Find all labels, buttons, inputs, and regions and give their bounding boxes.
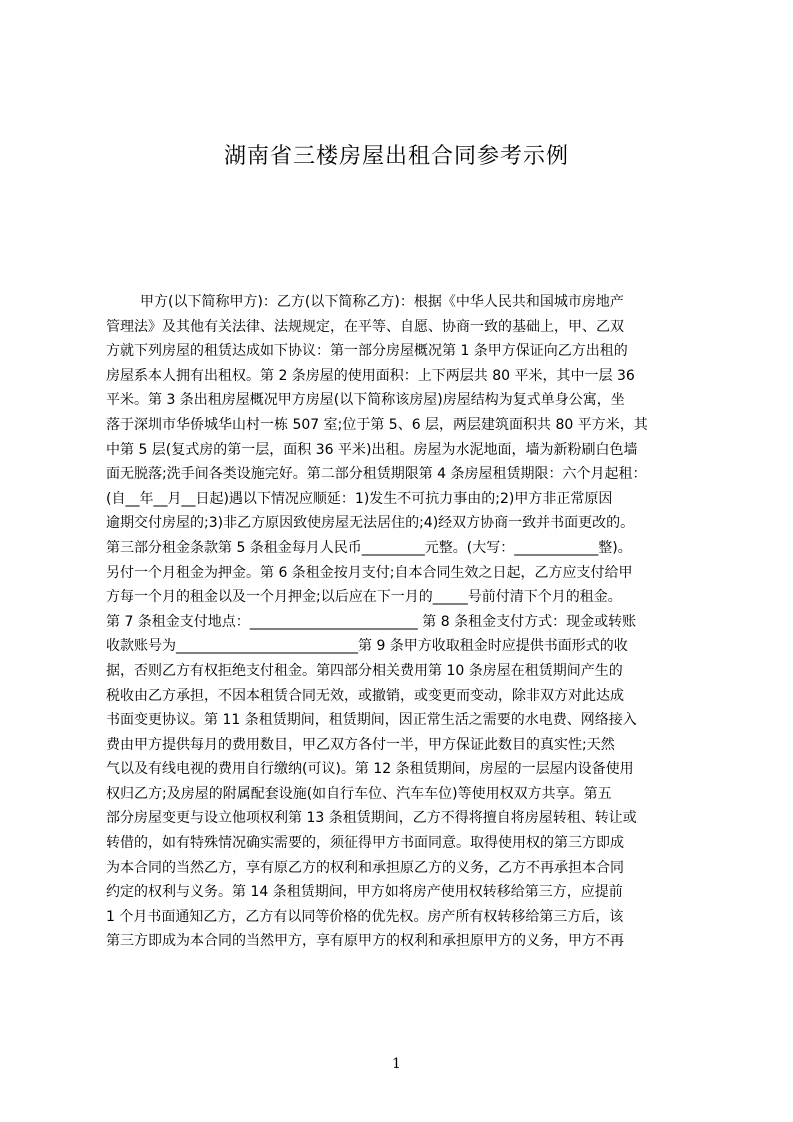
body-line: (自__年__月__日起)遇以下情况应顺延：1)发生不可抗力事由的;2)甲方非正常原因: [106, 490, 613, 507]
body-line: 房屋系本人拥有出租权。第 2 条房屋的使用面积：上下两层共 80 平米，其中一层 36: [106, 367, 635, 384]
document-title: 湖南省三楼房屋出租合同参考示例: [223, 144, 569, 169]
body-line: 管理法》及其他有关法律、法规规定，在平等、自愿、协商一致的基础上，甲、乙双: [106, 318, 624, 335]
body-line: 1 个月书面通知乙方，乙方有以同等价格的优先权。房产所有权转移给第三方后，该: [106, 908, 624, 925]
body-line: 第 7 条租金支付地点：________________________ 第 8 条租金支付方式：现金或转账: [106, 613, 637, 630]
body-line: 为本合同的当然乙方，享有原乙方的权利和承担原乙方的义务，乙方不再承担本合同: [106, 859, 624, 876]
body-line: 书面变更协议。第 11 条租赁期间，租赁期间，因正常生活之需要的水电费、网络接入: [106, 712, 637, 729]
body-line: 第三方即成为本合同的当然甲方，享有原甲方的权利和承担原甲方的义务，甲方不再: [106, 933, 624, 950]
document-body: [106, 290, 698, 954]
body-line: 收款账号为__________________________第 9 条甲方收取租金时应提供书面形式的收: [106, 638, 628, 655]
body-line: 甲方(以下简称甲方)：乙方(以下简称乙方)：根据《中华人民共和国城市房地产: [140, 294, 624, 310]
body-line: 第三部分租金条款第 5 条租金每月人民币_________元整。(大写：____________整)。: [106, 539, 632, 556]
body-line: 权归乙方;及房屋的附属配套设施(如自行车位、汽车车位)等使用权双方共享。第五: [106, 785, 612, 802]
body-line: 气以及有线电视的费用自行缴纳(可议)。第 12 条租赁期间，房屋的一层屋内设备使用: [106, 761, 634, 778]
body-line: 另付一个月租金为押金。第 6 条租金按月支付;自本合同生效之日起，乙方应支付给甲: [106, 564, 633, 581]
body-line: 费由甲方提供每月的费用数目，甲乙双方各付一半，甲方保证此数目的真实性;天然: [106, 736, 615, 753]
body-line: 方每一个月的租金以及一个月押金;以后应在下一月的_____号前付清下个月的租金。: [106, 589, 622, 606]
body-line: 方就下列房屋的租赁达成如下协议：第一部分房屋概况第 1 条甲方保证向乙方出租的: [106, 343, 628, 360]
page-number: 1: [392, 1056, 401, 1072]
body-line: 部分房屋变更与设立他项权利第 13 条租赁期间，乙方不得将擅自将房屋转租、转让或: [106, 810, 637, 827]
body-line: 税收由乙方承担，不因本租赁合同无效，或撤销，或变更而变动，除非双方对此达成: [106, 687, 624, 704]
body-line: 逾期交付房屋的;3)非乙方原因致使房屋无法居住的;4)经双方协商一致并书面更改的。: [106, 515, 635, 532]
body-line: 中第 5 层(复式房的第一层，面积 36 平米)出租。房屋为水泥地面，墙为新粉刷白色墙: [106, 441, 638, 458]
body-line: 转借的，如有特殊情况确实需要的，须征得甲方书面同意。取得使用权的第三方即成: [106, 835, 624, 852]
body-line: 面无脱落;洗手间各类设施完好。第二部分租赁期限第 4 条房屋租赁期限：六个月起租：: [106, 466, 647, 483]
body-line: 落于深圳市华侨城华山村一栋 507 室;位于第 5、6 层，两层建筑面积共 80 平方米，其: [106, 416, 648, 433]
body-line: 约定的权利与义务。第 14 条租赁期间，甲方如将房产使用权转移给第三方，应提前: [106, 884, 623, 901]
body-line: 平米。第 3 条出租房屋概况甲方房屋(以下简称该房屋)房屋结构为复式单身公寓，坐: [106, 392, 625, 409]
body-line: 据，否则乙方有权拒绝支付租金。第四部分相关费用第 10 条房屋在租赁期间产生的: [106, 662, 623, 679]
